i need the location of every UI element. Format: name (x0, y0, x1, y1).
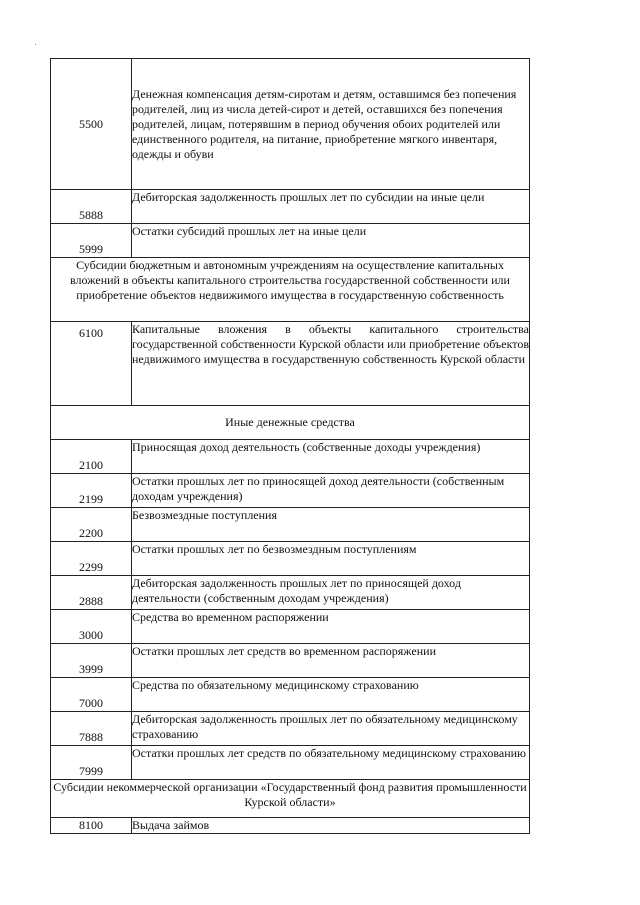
row-description: Приносящая доход деятельность (собственные доходы учреждения) (132, 440, 530, 474)
row-code: 2100 (51, 440, 132, 474)
row-code: 5888 (51, 190, 132, 224)
row-description: Дебиторская задолженность прошлых лет по приносящей доход деятельности (собственным доходам учреждения) (132, 576, 530, 610)
row-code: 3999 (51, 644, 132, 678)
row-description: Безвозмездные поступления (132, 508, 530, 542)
table-row (51, 59, 530, 190)
table-row (51, 712, 530, 746)
section-header-row (51, 406, 530, 440)
row-description: Выдача займов (132, 818, 530, 834)
table-row (51, 610, 530, 644)
table-row (51, 440, 530, 474)
row-description: Денежная компенсация детям-сиротам и детям, оставшимся без попечения родителей, лиц из числа детей-сирот и детей, оставшихся без попечения родителей, лицам, потерявшим в период обучения обоих родителей или единственного родителя, на питание, приобретение мягкого инвентаря, одежды и обуви (132, 59, 530, 190)
row-code: 3000 (51, 610, 132, 644)
row-code: 6100 (51, 322, 132, 406)
row-description: Средства по обязательному медицинскому страхованию (132, 678, 530, 712)
row-code: 7888 (51, 712, 132, 746)
row-code: 2200 (51, 508, 132, 542)
table-row (51, 474, 530, 508)
row-code: 2199 (51, 474, 132, 508)
row-description: Остатки прошлых лет по приносящей доход деятельности (собственным доходам учреждения) (132, 474, 530, 508)
row-code: 7999 (51, 746, 132, 780)
section-header-row (51, 780, 530, 818)
row-code: 8100 (51, 818, 132, 834)
table-row (51, 190, 530, 224)
row-code: 5500 (51, 59, 132, 190)
row-description: Дебиторская задолженность прошлых лет по субсидии на иные цели (132, 190, 530, 224)
table-row (51, 322, 530, 406)
table-row (51, 542, 530, 576)
section-title: Субсидии некоммерческой организации «Государственный фонд развития промышленности Курской области» (51, 780, 530, 818)
section-title: Субсидии бюджетным и автономным учреждениям на осуществление капитальных вложений в объекты капитального строительства государственной собственности или приобретение объектов недвижимого имущества в государственную собственность (51, 258, 530, 322)
table-row (51, 678, 530, 712)
row-code: 7000 (51, 678, 132, 712)
row-code: 5999 (51, 224, 132, 258)
row-description: Остатки субсидий прошлых лет на иные цели (132, 224, 530, 258)
funding-codes-table (50, 58, 530, 834)
row-description: Остатки прошлых лет по безвозмездным поступлениям (132, 542, 530, 576)
row-code: 2299 (51, 542, 132, 576)
row-description: Средства во временном распоряжении (132, 610, 530, 644)
table-row (51, 576, 530, 610)
section-header-row (51, 258, 530, 322)
row-code: 2888 (51, 576, 132, 610)
scan-speck (35, 44, 36, 45)
row-description: Капитальные вложения в объекты капитального строительства государственной собственности Курской области или приобретение объектов недвижимого имущества в государственную собственность Курской области (132, 322, 530, 406)
table-row (51, 746, 530, 780)
row-description: Остатки прошлых лет средств по обязательному медицинскому страхованию (132, 746, 530, 780)
row-description: Дебиторская задолженность прошлых лет по обязательному медицинскому страхованию (132, 712, 530, 746)
table-row (51, 224, 530, 258)
section-title: Иные денежные средства (51, 406, 530, 440)
table-row (51, 818, 530, 834)
table-row (51, 508, 530, 542)
table-row (51, 644, 530, 678)
row-description: Остатки прошлых лет средств во временном распоряжении (132, 644, 530, 678)
